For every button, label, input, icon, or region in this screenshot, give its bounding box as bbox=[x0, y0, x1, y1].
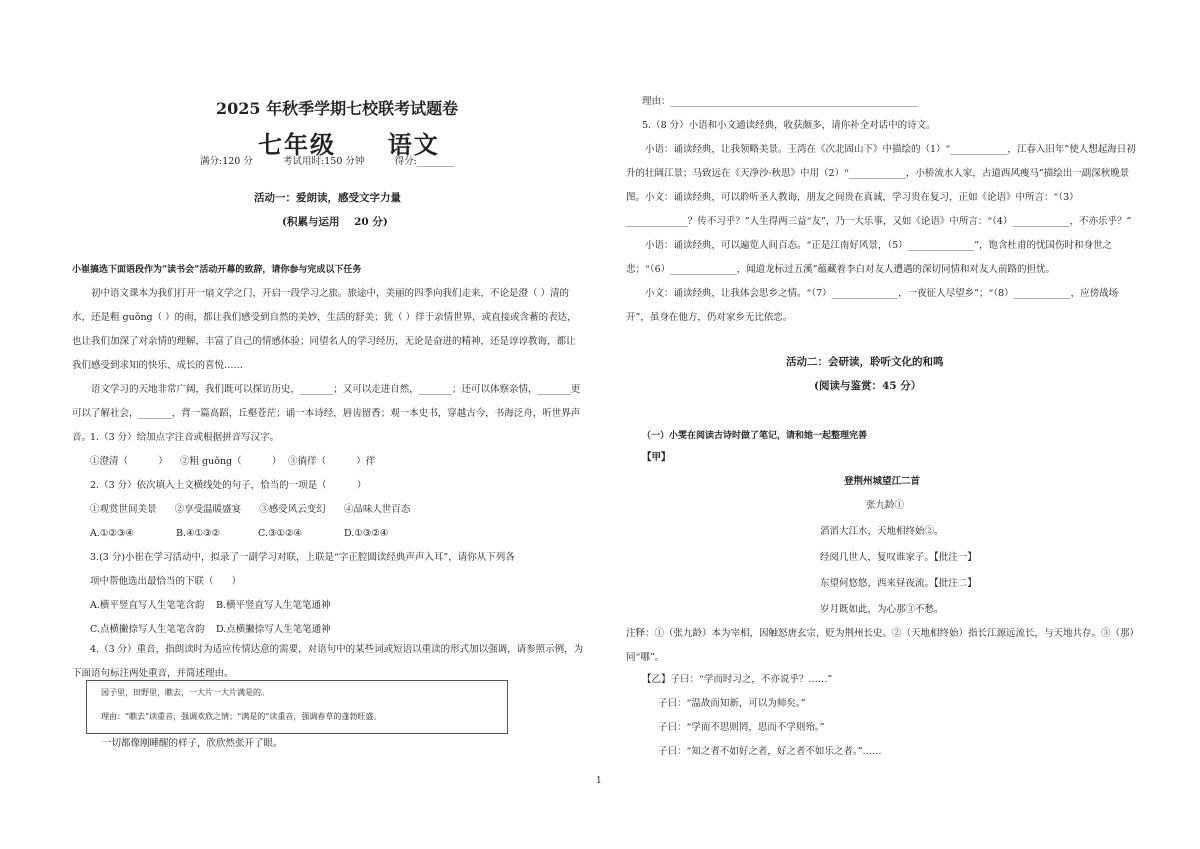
activity1-subtitle: (积累与运用 20 分) bbox=[282, 216, 388, 228]
question-1-c: ③徜徉（ ）徉 bbox=[288, 456, 376, 467]
question-3-option-d: D.点横撇捺写人生笔笔通神 bbox=[216, 624, 331, 635]
text-yi-line-3: 子曰：“学而不思则罔，思而不学则殆。” bbox=[658, 722, 825, 733]
question-1-a: ①澄清（ ） bbox=[90, 456, 168, 467]
poem-author: 张九龄① bbox=[866, 500, 905, 511]
poem-line-1: 滔滔大江水，天地相终始②。 bbox=[820, 526, 944, 537]
poem-title: 登荆州城望江二首 bbox=[844, 476, 921, 487]
dialogue-4: 小文：诵读经典，让我体会思乡之情。“（7）______________，一夜征人尽望乡”；“（8）____________，应傍战场开”，虽身在他方，仍对家乡无比依恋。 bbox=[626, 288, 1119, 323]
question-3-option-c: C.点横撇捺写人生笔笔含韵 bbox=[90, 624, 205, 635]
example-box bbox=[86, 680, 508, 734]
reason-line: 理由：____________________________________________________ bbox=[642, 96, 918, 107]
question-5: 5.（8 分）小语和小文通读经典，收获颇多，请你补全对话中的诗文。 bbox=[642, 120, 936, 131]
question-2-option-b: B.④①③② bbox=[176, 528, 221, 539]
exam-subtitle: 七年级 语文 bbox=[258, 130, 440, 159]
text-jia-label: 【甲】 bbox=[642, 452, 671, 463]
question-4: 4.（3 分）重音，指朗读时为适应传情达意的需要，对语句中的某些词或短语以重读的形式加以强调，请参照示例，为下面语句标注两处重音，并简述理由。 bbox=[72, 644, 584, 679]
question-1: 1.（3 分）给加点字注音或根据拼音写汉字。 bbox=[90, 432, 280, 443]
exam-title: 2025 年秋季学期七校联考试题卷 bbox=[216, 99, 459, 118]
example-line-2: 理由：“瞧去”读重音，强调欢欣之情；“满是的”读重音，强调春草的蓬勃旺盛。 bbox=[101, 712, 382, 721]
passage-paragraph-1: 初中语文课本为我们打开一扇文学之门，开启一段学习之旅。旅途中，美丽的四季向我们走来，不论是澄（ ）清的水，还是粗 guǒng（ ）的雨，都让我们感受到自然的美妙，生活的舒美；犹（ ）徉于亲情世界，或直接或含蓄的表达，也让我们加深了对亲情的理解，丰富了自己的情感体验；同望名人的学习经历，无论是奋进的精神，还是谆谆教诲，都让我们感受到求知的快乐、成长的喜悦…… bbox=[72, 288, 577, 371]
exam-meta: 满分:120 分 考试用时:150 分钟 得分:________ bbox=[200, 156, 455, 167]
question-3-option-a: A.横平竖直写人生笔笔含韵 bbox=[90, 600, 205, 611]
question-2: 2.（3 分）依次填入上文横线处的句子，恰当的一项是（ ） bbox=[90, 480, 367, 491]
question-2-option-a: A.①②③④ bbox=[90, 528, 134, 539]
activity1-title: 活动一：爱朗读，感受文字力量 bbox=[254, 192, 401, 204]
example-target-sentence: 一切都像刚睡醒的样子，欣欣然张开了眼。 bbox=[102, 738, 283, 749]
text-yi-line-4: 子曰：“知之者不如好之者，好之者不如乐之者。”…… bbox=[658, 746, 882, 757]
question-2-items: ①观赏世间美景 ②享受温暖盛宴 ③感受风云变幻 ④品味人世百态 bbox=[90, 504, 411, 515]
poem-line-3: 东望何悠悠，西来昼夜流。【批注二】 bbox=[820, 578, 977, 589]
dialogue-3: 小语：诵读经典，可以遍览人间百态。“正是江南好风景，（5）______________”，饱含杜甫的忧国伤时和身世之悲；“（6）______________，闻道龙标过五溪”蕴藏着李白对友人遭遇的深切同情和对友人前路的担忧。 bbox=[626, 240, 1113, 275]
question-2-option-c: C.③①②④ bbox=[258, 528, 303, 539]
text-yi-line-2: 子曰：“温故而知新，可以为师矣。” bbox=[658, 698, 806, 709]
dialogue-1: 小语：诵读经典，让我领略美景。王湾在《次北固山下》中描绘的（1）“____________，江春入旧年”使人想起海日初升的壮阔江景；马致远在《天净沙·秋思》中用（2）“____________，小桥流水人家，古道西风瘦马”描绘出一副深秋晚景图。 bbox=[626, 144, 1136, 203]
text-yi-line-1: 【乙】子曰：“学而时习之，不亦说乎？……” bbox=[642, 674, 833, 685]
poem-notes: 注释：①（张九龄）本为宰相，因触怒唐玄宗，贬为荆州长史。②（天地相终始）指长江源远流长，与天地共存。③（那）同“哪”。 bbox=[626, 628, 1140, 663]
passage-paragraph-2: 语文学习的天地非常广阔，我们既可以探访历史，_______；又可以走进自然，_______；还可以体察亲情，_______更可以了解社会，_______，背一篇高蹈，丘壑苍茫；诵一本诗经，唇齿留香；观一本史书，穿越古今，书海泛舟，听世界声音。 bbox=[72, 384, 581, 443]
intro-instruction: 小崔搞选下面语段作为“读书会”活动开幕的致辞，请你参与完成以下任务 bbox=[72, 265, 362, 275]
question-3-option-b: B.横平竖直写人生笔笔通神 bbox=[216, 600, 331, 611]
question-2-option-d: D.①③②④ bbox=[344, 528, 389, 539]
example-line-1: 园子里，田野里，瞧去，一大片一大片满是的。 bbox=[101, 688, 269, 697]
question-3-cont: 项中帮他选出最恰当的下联（ ） bbox=[90, 576, 242, 587]
section-1-heading: （一）小雯在阅读古诗时做了笔记，请和她一起整理完善 bbox=[642, 431, 868, 441]
poem-line-2: 经阅几世人，复叹谁家子。【批注一】 bbox=[820, 552, 977, 563]
activity2-title: 活动二：会研读，聆听文化的和鸣 bbox=[786, 356, 944, 368]
page-number: 1 bbox=[596, 776, 602, 786]
question-3: 3.(3 分)小崔在学习活动中，拟录了一副学习对联，上联是“字正腔圆读经典声声入耳”，请你从下列各 bbox=[90, 552, 515, 563]
poem-line-4: 岁月既如此，为心那③不愁。 bbox=[820, 604, 944, 615]
dialogue-2: 小文：诵读经典，可以聆听圣人教诲，朋友之间贵在真诚，学习贵在复习，正如《论语》中所言：“（3）_____________？传不习乎？”人生得两三益“友”，乃一大乐事，又如《论语》中所言：“（4）____________，不亦乐乎？” bbox=[626, 192, 1132, 227]
activity2-subtitle: (阅读与鉴赏：45 分） bbox=[814, 380, 922, 392]
question-1-b: ②粗 guǒng（ ） bbox=[180, 456, 282, 467]
